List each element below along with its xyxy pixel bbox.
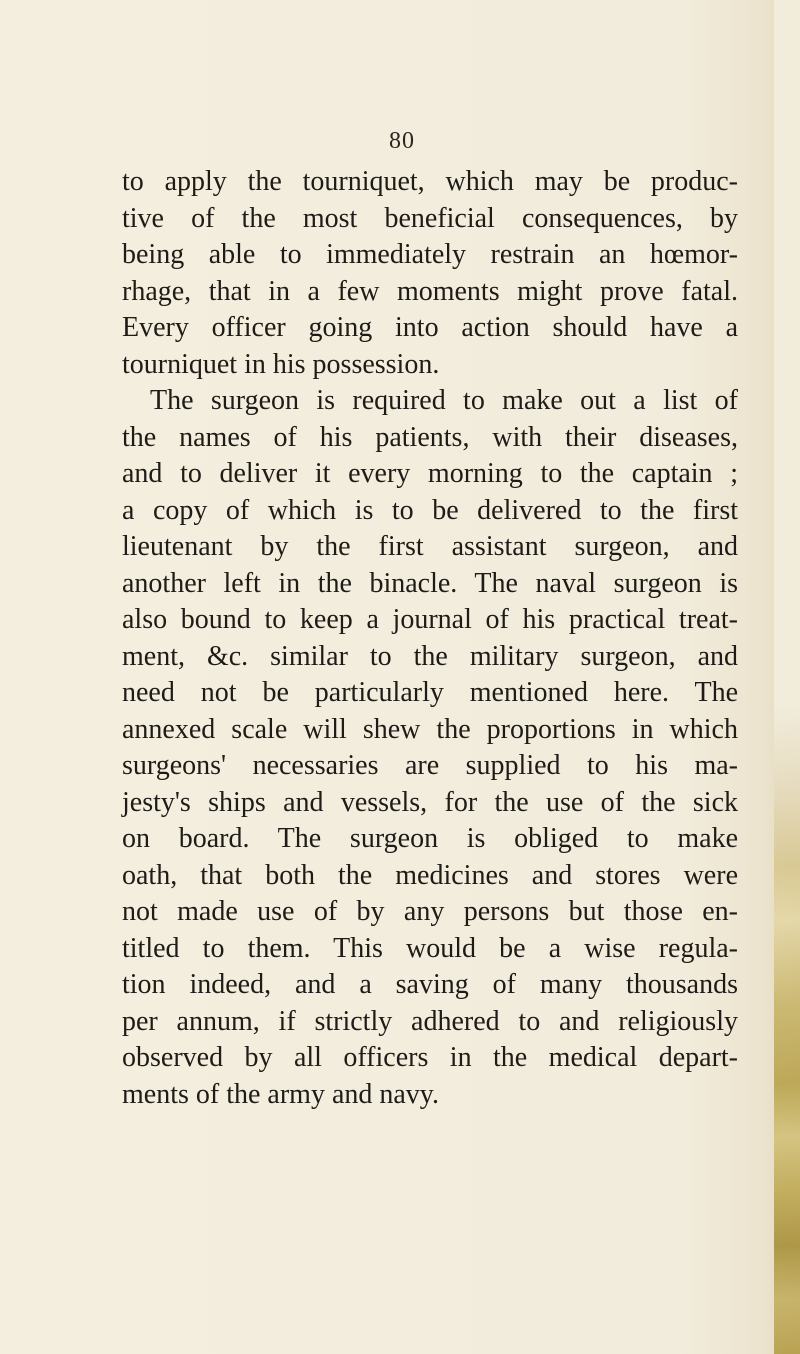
- text-line: lieutenant by the first assistant surgeon, and: [122, 531, 738, 562]
- text-line: also bound to keep a journal of his practical treat-: [122, 604, 738, 635]
- text-line: the names of his patients, with their diseases,: [122, 421, 738, 453]
- text-line: need not be particularly mentioned here. The: [122, 677, 738, 708]
- text-line: a copy of which is to be delivered to the first: [122, 494, 738, 526]
- text-line: not made use of by any persons but those en-: [122, 896, 738, 927]
- text-line: jesty's ships and vessels, for the use of the sick: [122, 786, 738, 818]
- text-line: and to deliver it every morning to the captain ;: [122, 458, 738, 489]
- text-line: titled to them. This would be a wise regula-: [122, 932, 738, 964]
- text-line: tion indeed, and a saving of many thousands: [122, 969, 738, 1000]
- text-line: rhage, that in a few moments might prove fatal.: [122, 275, 738, 307]
- text-line: tourniquet in his possession.: [122, 348, 440, 380]
- text-line: per annum, if strictly adhered to and religiously: [122, 1005, 738, 1037]
- text-line: another left in the binacle. The naval surgeon is: [122, 567, 738, 599]
- page-number: 80: [389, 128, 415, 154]
- text-line: surgeons' necessaries are supplied to his ma-: [122, 750, 738, 781]
- text-line: The surgeon is required to make out a list of: [150, 385, 738, 416]
- text-line: ments of the army and navy.: [122, 1078, 439, 1110]
- page-edge-stain: [774, 0, 800, 1354]
- text-line: being able to immediately restrain an hœmor-: [122, 239, 738, 270]
- text-line: Every officer going into action should have a: [122, 312, 738, 343]
- body-text: [122, 164, 738, 1113]
- text-line: oath, that both the medicines and stores were: [122, 859, 738, 891]
- text-line: on board. The surgeon is obliged to make: [122, 823, 738, 854]
- text-line: observed by all officers in the medical depart-: [122, 1042, 738, 1073]
- text-line: tive of the most beneficial consequences, by: [122, 202, 738, 234]
- text-line: annexed scale will shew the proportions in which: [122, 713, 738, 745]
- text-line: to apply the tourniquet, which may be produc-: [122, 166, 738, 197]
- text-line: ment, &c. similar to the military surgeon, and: [122, 640, 738, 672]
